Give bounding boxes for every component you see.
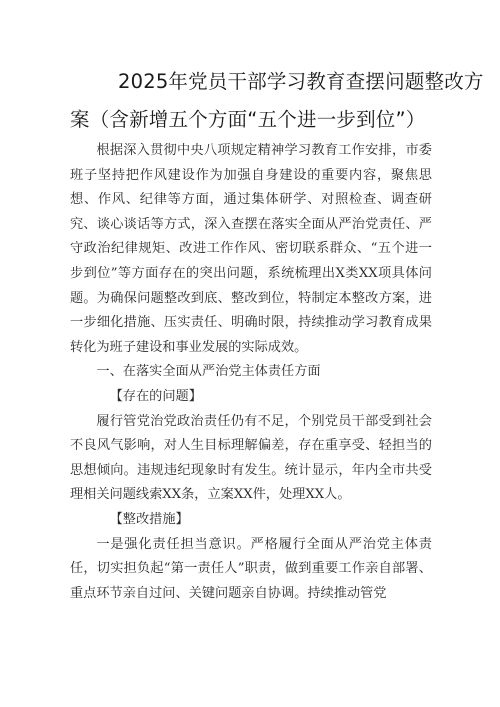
measures-paragraph: 一是强化责任担当意识。严格履行全面从严治党主体责任，切实担负起“第一责任人”职责，做到重要工作亲自部署、重点环节亲自过问、关键问题亲自协调。持续推动管党 (70, 536, 432, 601)
document-title-line-2: 案（含新增五个方面“五个进一步到位”） (70, 108, 426, 131)
measures-tag: 【整改措施】 (109, 511, 189, 527)
problems-paragraph: 履行管党治党政治责任仍有不足，个别党员干部受到社会不良风气影响，对人生目标理解偏差，存在重享受、轻担当的思想倾向。违规违纪现象时有发生。统计显示，年内全市共受理相关问题线索XX条，立案XX件，处理XX人。 (70, 413, 432, 503)
document-body (70, 139, 432, 606)
problems-tag: 【存在的问题】 (109, 388, 202, 404)
section-heading: 一、在落实全面从严治党主体责任方面 (96, 364, 321, 380)
document-title-line-1: 2025年党员干部学习教育查摆问题整改方 (118, 70, 484, 93)
intro-paragraph: 根据深入贯彻中央八项规定精神学习教育工作安排，市委班子坚持把作风建设作为加强自身建设的重要内容，聚焦思想、作风、纪律等方面，通过集体研学、对照检查、调查研究、谈心谈话等方式，深入查摆在落实全面从严治党责任、严守政治纪律规矩、改进工作作风、密切联系群众、“五个进一步到位”等方面存在的突出问题，系统梳理出X类XX项具体问题。为确保问题整改到底、整改到位，特制定本整改方案，进一步细化措施、压实责任、明确时限，持续推动学习教育成果转化为班子建设和事业发展的实际成效。 (70, 143, 432, 355)
